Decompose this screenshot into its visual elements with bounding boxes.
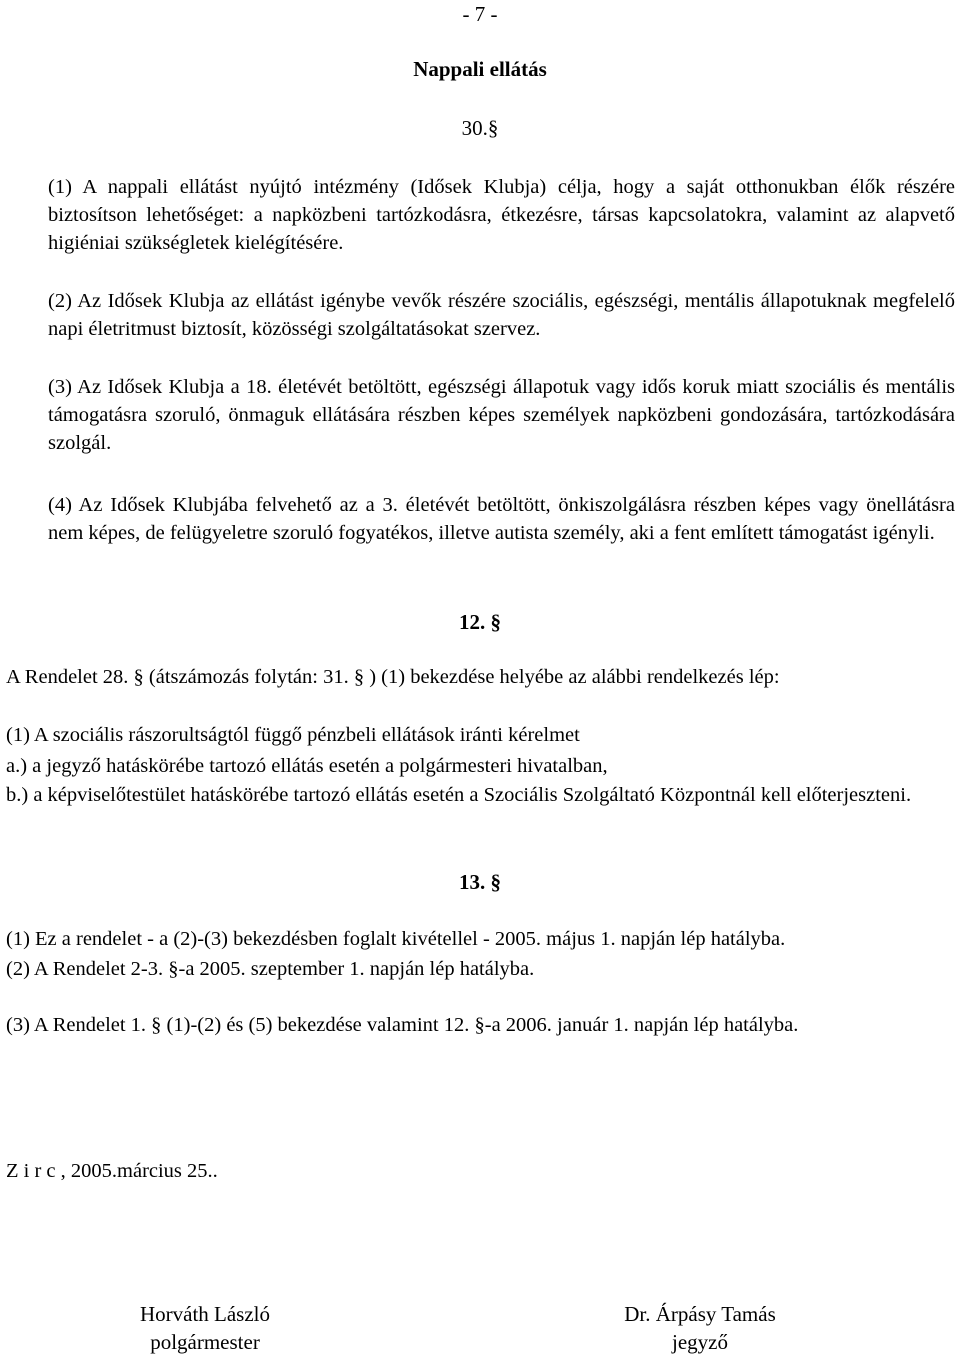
page-number: - 7 - — [462, 2, 498, 26]
section-12-heading: 12. § — [459, 610, 501, 634]
signature-left — [100, 1300, 310, 1356]
signature-left-title: polgármester — [150, 1330, 260, 1354]
section-13-paragraph-3: (3) A Rendelet 1. § (1)-(2) és (5) bekezdése valamint 12. §-a 2006. január 1. napján lép hatályba. — [6, 1014, 799, 1036]
section-13-heading: 13. § — [459, 870, 501, 894]
section-12-line-a: a.) a jegyző hatáskörébe tartozó ellátás esetén a polgármesteri hivatalban, — [6, 755, 608, 777]
paragraph-30-1: (1) A nappali ellátást nyújtó intézmény (Idősek Klubja) célja, hogy a saját otthonukban élők részére biztosítson lehetőséget: a napközbeni tartózkodásra, étkezésre, társas kapcsolatokra, valamint az alapvető higiéniai szükségletek kielégítésére. — [48, 176, 955, 254]
section-12-line-1: (1) A szociális rászorultságtól függő pénzbeli ellátások iránti kérelmet — [6, 724, 580, 746]
section-12-intro: A Rendelet 28. § (átszámozás folytán: 31. § ) (1) bekezdése helyébe az alábbi rendelkezés lép: — [6, 666, 780, 688]
paragraph-30-4: (4) Az Idősek Klubjába felvehető az a 3. életévét betöltött, önkiszolgálásra részben képes vagy önellátásra nem képes, de felügyeletre szoruló fogyatékos, illetve autista személy, aki a fent említett támogatást igényli. — [48, 494, 955, 544]
signature-left-name: Horváth László — [139, 1302, 271, 1326]
section-heading: Nappali ellátás — [413, 57, 547, 81]
paragraph-number-30-text: 30.§ — [461, 116, 499, 140]
paragraph-30-2: (2) Az Idősek Klubja az ellátást igénybe vevők részére szociális, egészségi, mentális állapotuknak megfelelő napi életritmust biztosít, közösségi szolgáltatásokat szervez. — [48, 290, 955, 340]
section-12-line-b: b.) a képviselőtestület hatáskörébe tartozó ellátás esetén a Szociális Szolgáltató Központnál kell előterjeszteni. — [6, 784, 912, 806]
signature-right-name: Dr. Árpásy Tamás — [624, 1302, 776, 1326]
section-13-paragraph-2: (2) A Rendelet 2-3. §-a 2005. szeptember 1. napján lép hatályba. — [6, 958, 535, 980]
paragraph-30-3: (3) Az Idősek Klubja a 18. életévét betöltött, egészségi állapotuk vagy idős koruk miatt szociális és mentális támogatásra szoruló, önmaguk ellátására részben képes személyek napközbeni gondozására, tartózkodására szolgál. — [48, 376, 955, 454]
signature-right — [590, 1300, 810, 1356]
section-13-paragraph-1: (1) Ez a rendelet - a (2)-(3) bekezdésben foglalt kivétellel - 2005. május 1. napján lép hatályba. — [6, 928, 786, 950]
paragraph-number-30 — [0, 114, 960, 142]
place-and-date: Z i r c , 2005.március 25.. — [6, 1160, 218, 1182]
signature-right-title: jegyző — [672, 1330, 728, 1354]
